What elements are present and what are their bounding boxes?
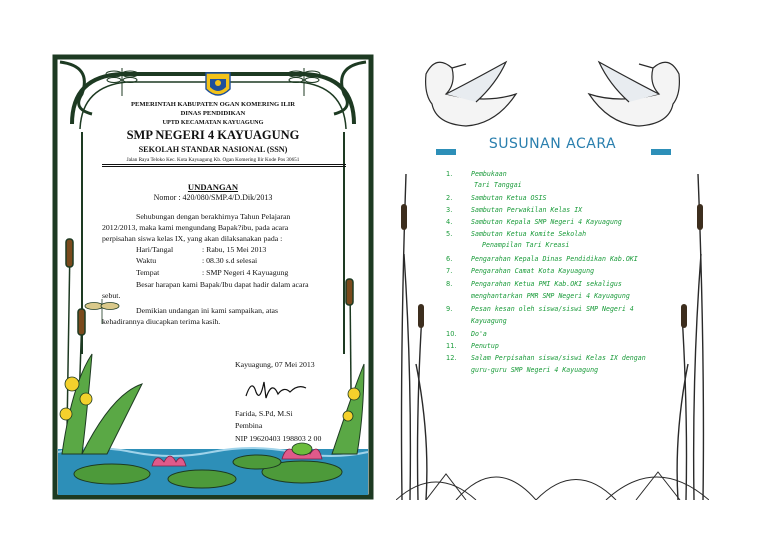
list-item-number: 11. [446, 342, 457, 350]
header-department: DINAS PENDIDIKAN [180, 110, 246, 117]
list-item: Pengarahan Kepala Dinas Pendidikan Kab.OKI [471, 255, 638, 263]
time-label: Waktu [136, 256, 157, 265]
day-value: : Rabu, 15 Mei 2013 [202, 245, 267, 254]
list-item: Tari Tanggai [474, 181, 522, 189]
letter-number: Nomor : 420/080/SMP.4/D.Dik/2013 [153, 193, 273, 202]
list-item: Penampilan Tari Kreasi [482, 241, 570, 249]
place-and-date: Kayuagung, 07 Mei 2013 [235, 360, 315, 369]
list-item-number: 5. [446, 230, 453, 238]
paragraph-1-line-1: Sehubungan dengan berakhirnya Tahun Pelajaran [136, 212, 291, 221]
header-divider [102, 164, 346, 165]
list-item-number: 3. [446, 206, 453, 214]
letter-heading: UNDANGAN [187, 182, 239, 192]
list-item-number: 6. [446, 255, 453, 263]
list-item: Do'a [471, 330, 487, 338]
list-item-number: 1. [446, 170, 453, 178]
list-item: guru-guru SMP Negeri 4 Kayuagung [471, 366, 599, 374]
handwritten-signature [242, 374, 312, 404]
paragraph-2-line-1: Besar harapan kami Bapak/Ibu dapat hadir dalam acara [136, 280, 309, 289]
signer-nip: NIP 19620403 198803 2 00 [235, 434, 322, 443]
school-status: SEKOLAH STANDAR NASIONAL (SSN) [138, 145, 288, 154]
invitation-letter-content [52, 54, 374, 500]
list-item: Penutup [471, 342, 499, 350]
list-item: Pengarahan Ketua PMI Kab.OKI sekaligus [471, 280, 622, 288]
list-item-number: 8. [446, 280, 453, 288]
list-item-number: 10. [446, 330, 457, 338]
list-item: Pesan kesan oleh siswa/siswi SMP Negeri 4 [471, 305, 634, 313]
list-item: menghantarkan PMR SMP Negeri 4 Kayuagung [471, 292, 630, 300]
list-item: Salam Perpisahan siswa/siswi Kelas IX dengan [471, 354, 646, 362]
program-schedule-panel [396, 54, 709, 500]
list-item: Pembukaan [471, 170, 507, 178]
list-item: Kayuagung [471, 317, 507, 325]
list-item: Pengarahan Camat Kota Kayuagung [471, 267, 595, 275]
list-item-number: 7. [446, 267, 453, 275]
school-address: Jalan Raya Teloko Kec. Kota Kayuagung Kb. Ogan Komering Ilir Kode Pos 30651 [126, 157, 300, 163]
paragraph-3-line-2: kehadirannya diucapkan terima kasih. [102, 317, 221, 326]
place-value: : SMP Negeri 4 Kayuagung [202, 268, 289, 277]
header-unit: UPTD KECAMATAN KAYUAGUNG [162, 119, 264, 126]
header-government: PEMERINTAH KABUPATEN OGAN KOMERING ILIR [130, 101, 296, 108]
signer-rank: Pembina [235, 421, 263, 430]
paragraph-2-line-2: sebut. [102, 291, 121, 300]
program-title: SUSUNAN ACARA [488, 136, 617, 152]
list-item-number: 4. [446, 218, 453, 226]
signer-name: Farida, S.Pd, M.Si [235, 409, 293, 418]
paragraph-3-line-1: Demikian undangan ini kami sampaikan, atas [136, 306, 279, 315]
paragraph-1-line-3: perpisahan siswa kelas IX, yang akan dilaksanakan pada : [102, 234, 283, 243]
day-label: Hari/Tangal [136, 245, 174, 254]
list-item: Sambutan Ketua Komite Sekolah [471, 230, 587, 238]
heron-bird-right [589, 62, 679, 126]
list-item: Sambutan Perwakilan Kelas IX [471, 206, 583, 214]
list-item: Sambutan Ketua OSIS [471, 194, 547, 202]
school-name: SMP NEGERI 4 KAYUAGUNG [126, 128, 300, 142]
place-label: Tempat [136, 268, 160, 277]
time-value: : 08.30 s.d selesai [202, 256, 258, 265]
paragraph-1-line-2: 2012/2013, maka kami mengundang Bapak?ibu, pada acara [102, 223, 289, 232]
list-item-number: 2. [446, 194, 453, 202]
list-item: Sambutan Kepala SMP Negeri 4 Kayuagung [471, 218, 622, 226]
list-item-number: 12. [446, 354, 457, 362]
heron-bird-left [426, 62, 516, 126]
header-divider-thin [102, 166, 346, 167]
reed-frame-border [396, 54, 709, 500]
invitation-letter-panel [52, 54, 374, 500]
list-item-number: 9. [446, 305, 453, 313]
